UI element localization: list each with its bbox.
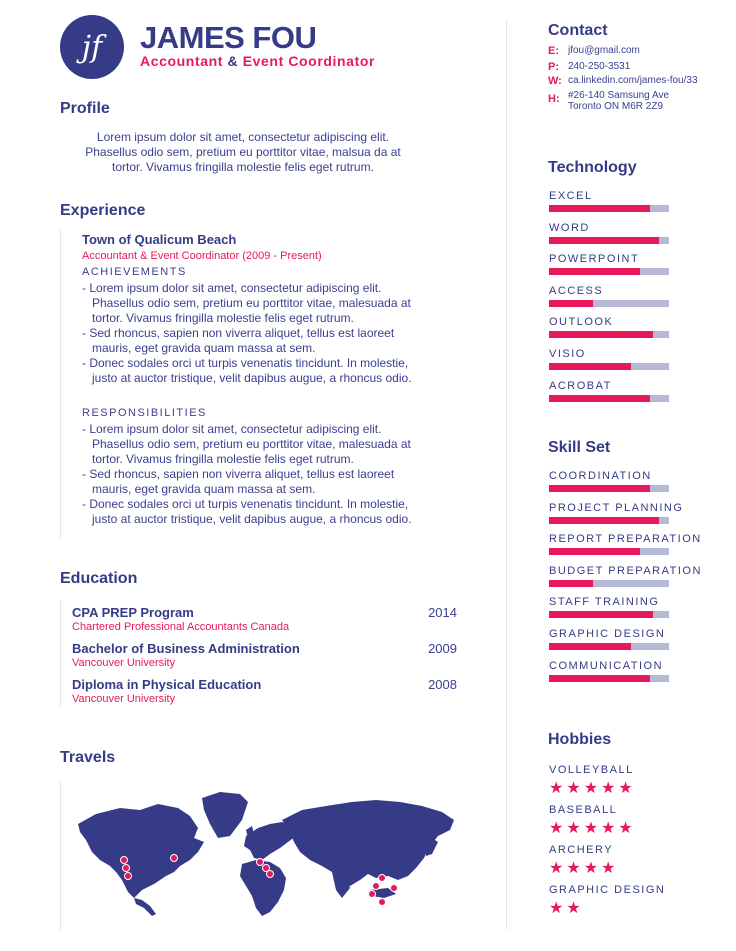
address-line-1: #26-140 Samsung Ave [568,90,670,101]
level-bar [549,331,669,338]
hobby-rating [549,901,584,917]
hobbies-heading: Hobbies [548,731,612,748]
monogram-logo: jf [60,15,124,79]
bar-label: STAFF TRAINING [549,596,660,609]
responsibilities-list [82,422,422,527]
hobby-rating [549,861,618,877]
bar-label: EXCEL [549,190,593,202]
level-bar [549,580,669,587]
degree-name: Diploma in Physical Education [72,677,262,692]
star-icon: ★ [549,900,567,917]
achievements-list [82,281,422,386]
role-ampersand: & [227,53,239,69]
email-key: E: [548,45,559,57]
degree-name: Bachelor of Business Administration [72,641,300,656]
level-bar [549,485,669,492]
level-bar [549,237,669,244]
bar-label: OUTLOOK [549,316,614,329]
hobby-label: GRAPHIC DESIGN [549,884,666,896]
degree-year: 2009 [428,641,457,656]
star-icon: ★ [549,820,567,837]
contact-email [548,45,640,57]
star-icon: ★ [583,820,602,837]
bar-label: POWERPOINT [549,253,640,266]
level-bar-fill [549,643,631,650]
star-icon: ★ [549,860,567,877]
column-divider [506,20,507,930]
employer-name: Town of Qualicum Beach [82,232,237,247]
star-icon: ★ [601,860,619,877]
bar-label: COMMUNICATION [549,659,664,672]
address-line-2: Toronto ON M6R 2Z9 [568,101,664,112]
level-bar-fill [549,237,659,244]
level-bar-fill [549,675,650,682]
level-bar [549,548,669,555]
level-bar [549,268,669,275]
hobby-label: ARCHERY [549,844,614,856]
level-bar-fill [549,517,659,524]
education-entry [72,677,462,705]
half-star-icon: ★ [618,780,636,797]
education-entry [72,605,462,633]
phone-key: P: [548,61,559,73]
degree-year: 2008 [428,677,457,692]
profile-heading: Profile [60,100,110,117]
bar-label: COORDINATION [549,470,652,482]
technology-heading: Technology [548,159,637,176]
level-bar-fill [549,485,650,492]
star-icon: ★ [566,820,584,837]
degree-name: CPA PREP Program [72,605,194,620]
bar-label: BUDGET PREPARATION [549,564,702,577]
level-bar [549,517,669,524]
responsibility-item: - Lorem ipsum dolor sit amet, consectetur adipiscing elit. Phasellus odio sem, pretium eu porttitor vitae, malesuada at tortor. Vivamus fringilla molestie felis eget rutrum. [82,422,422,467]
level-bar-fill [549,548,640,555]
level-bar-fill [549,611,653,618]
responsibility-item: - Donec sodales orci ut turpis venenatis tincidunt. In molestie, justo at auctor tristique, velit dapibus augue, a rhoncus odio. [82,497,422,527]
level-bar [549,611,669,618]
star-icon: ★ [583,780,602,797]
star-icon: ★ [583,860,602,877]
star-icon: ★ [566,780,584,797]
job-position: Accountant & Event Coordinator (2009 - Present) [82,250,322,262]
hobby-label: BASEBALL [549,804,618,816]
role-part-2: Event Coordinator [238,53,376,69]
education-entry [72,641,462,669]
web-value[interactable]: ca.linkedin.com/james-fou/33 [568,75,698,86]
home-key: H: [548,93,560,105]
achievements-heading: ACHIEVEMENTS [82,266,187,278]
degree-year: 2014 [428,605,457,620]
level-bar-fill [549,268,640,275]
level-bar [549,363,669,370]
level-bar [549,300,669,307]
achievement-item: - Donec sodales orci ut turpis venenatis tincidunt. In molestie, justo at auctor tristique, velit dapibus augue, a rhoncus odio. [82,356,422,386]
level-bar-fill [549,363,631,370]
bar-label: ACROBAT [549,379,612,392]
bar-label: VISIO [549,348,586,360]
profile-text: Lorem ipsum dolor sit amet, consectetur adipiscing elit. Phasellus odio sem, pretium eu porttitor vitae, malsua da at tortor. Vivamus fringilla molestie felis eget rutrum. [85,130,401,174]
star-icon: ★ [601,820,619,837]
education-divider [60,600,61,706]
address-value [568,90,669,112]
star-icon: ★ [549,780,567,797]
travels-divider [60,780,61,930]
bar-label: WORD [549,221,590,234]
star-icon: ★ [601,780,619,797]
hobby-label: VOLLEYBALL [549,764,634,776]
bar-label: GRAPHIC DESIGN [549,628,666,640]
institution-name: Vancouver University [72,693,176,705]
web-key: W: [548,75,562,87]
level-bar [549,205,669,212]
level-bar-fill [549,205,650,212]
level-bar-fill [549,395,650,402]
level-bar-fill [549,331,653,338]
education-heading: Education [60,570,138,587]
email-value[interactable]: jfou@gmail.com [568,45,640,56]
institution-name: Chartered Professional Accountants Canada [72,621,290,633]
hobby-rating [549,821,636,837]
responsibilities-heading: RESPONSIBILITIES [82,407,207,419]
star-icon: ★ [566,860,584,877]
experience-heading: Experience [60,202,146,219]
experience-divider [60,230,61,538]
level-bar [549,643,669,650]
level-bar [549,675,669,682]
hobby-rating [549,780,636,797]
achievement-item: - Sed rhoncus, sapien non viverra aliquet, tellus est laoreet mauris, eget gravida quam massa at sem. [82,326,422,356]
responsibility-item: - Sed rhoncus, sapien non viverra aliquet, tellus est laoreet mauris, eget gravida quam massa at sem. [82,467,422,497]
level-bar-fill [549,300,593,307]
star-icon: ★ [566,900,584,917]
phone-value[interactable]: 240-250-3531 [568,61,631,72]
star-icon: ★ [618,820,636,837]
institution-name: Vancouver University [72,657,176,669]
candidate-role [140,53,375,69]
contact-heading: Contact [548,22,608,39]
candidate-name: JAMES FOU [140,20,317,55]
bar-label: ACCESS [549,284,604,297]
bar-label: PROJECT PLANNING [549,501,684,514]
contact-address [548,90,669,112]
level-bar-fill [549,580,593,587]
role-part-1: Accountant [140,53,228,69]
skills-heading: Skill Set [548,439,611,456]
bar-label: REPORT PREPARATION [549,533,702,546]
travels-heading: Travels [60,749,116,766]
contact-web [548,75,698,87]
world-map-icon [70,780,470,920]
level-bar [549,395,669,402]
achievement-item: - Lorem ipsum dolor sit amet, consectetur adipiscing elit. Phasellus odio sem, pretium eu porttitor vitae, malesuada at tortor. Vivamus fringilla molestie felis eget rutrum. [82,281,422,326]
contact-phone [548,61,630,73]
